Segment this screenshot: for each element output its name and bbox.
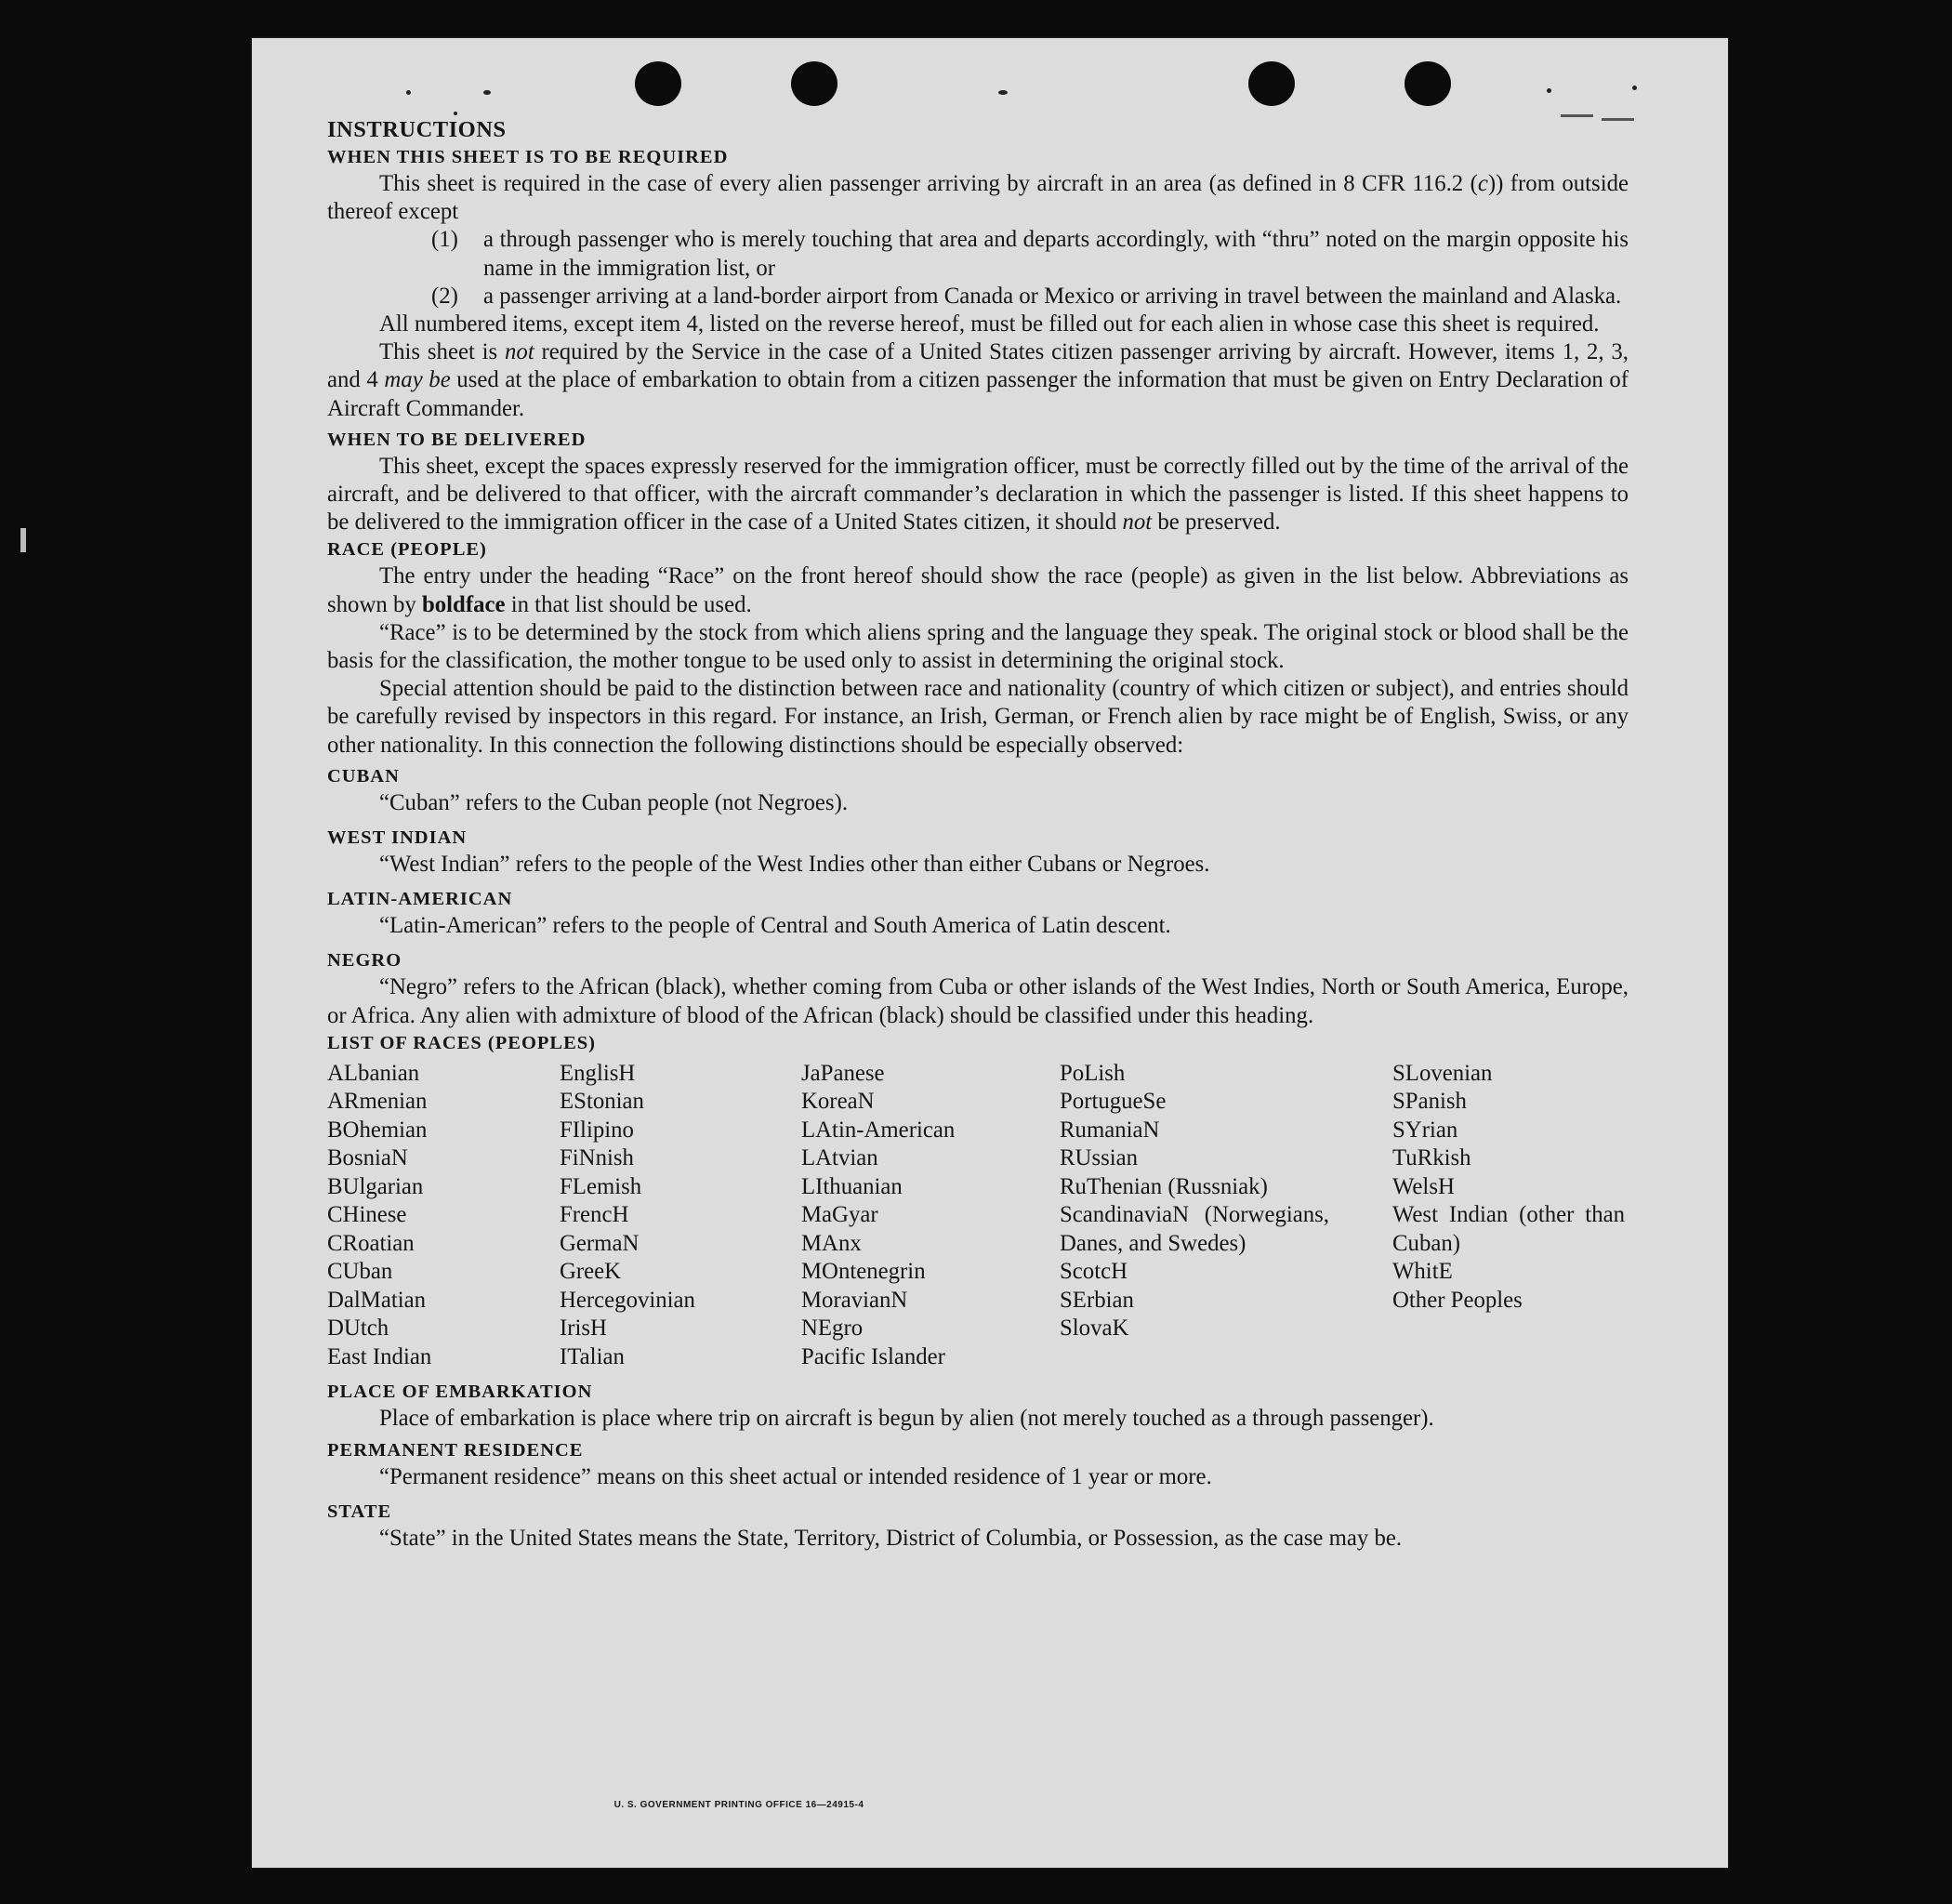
race-paragraph: Special attention should be paid to the distinction between race and nationality (country of which citizen or subject), and entries should be carefully revised by inspectors in this regard. For instance, an Irish, German, or French alien by race might be of English, Swiss, or any other nationality. In this connection the following distinctions should be especially observed: xyxy=(327,676,1629,758)
race-entry: FIlipino xyxy=(560,1117,634,1143)
race-entry: FrencH xyxy=(560,1202,629,1228)
races-column xyxy=(327,1060,560,1372)
race-entry: SlovaK xyxy=(1060,1316,1129,1342)
race-entry: RumaniaN xyxy=(1060,1117,1160,1143)
race-entry: BosniaN xyxy=(327,1145,408,1171)
race-entry: East Indian xyxy=(327,1343,432,1369)
race-entry: FLemish xyxy=(560,1173,642,1199)
scan-speck xyxy=(406,90,411,95)
race-entry: ITalian xyxy=(560,1343,625,1369)
race-entry: PoLish xyxy=(1060,1060,1126,1086)
races-list xyxy=(327,1060,1629,1372)
embarkation-text: Place of embarkation is place where trip on aircraft is begun by alien (not merely touched as a through passenger). xyxy=(379,1406,1434,1432)
race-entry: LIthuanian xyxy=(801,1173,903,1199)
heading-cuban: CUBAN xyxy=(327,765,400,787)
punch-hole xyxy=(635,61,681,106)
races-column xyxy=(560,1060,801,1372)
race-entry: CUban xyxy=(327,1259,393,1285)
page-title: INSTRUCTIONS xyxy=(327,117,507,142)
race-entry: RuThenian (Russniak) xyxy=(1060,1173,1268,1199)
scan-speck xyxy=(998,90,1008,95)
race-entry: CRoatian xyxy=(327,1230,415,1256)
race-entry: EnglisH xyxy=(560,1060,636,1086)
heading-when-delivered: WHEN TO BE DELIVERED xyxy=(327,429,587,450)
race-entry: WelsH xyxy=(1392,1173,1455,1199)
race-entry: BUlgarian xyxy=(327,1173,424,1199)
heading-when-required: WHEN THIS SHEET IS TO BE REQUIRED xyxy=(327,147,729,167)
race-entry: SPanish xyxy=(1392,1089,1467,1115)
race-entry: Other Peoples xyxy=(1392,1287,1523,1313)
exception-item: (1) a through passenger who is merely touching that area and departs accordingly, with “thru” noted on the margin opposite his name in the immigration list, or xyxy=(431,227,1629,281)
race-entry: PortugueSe xyxy=(1060,1089,1167,1115)
race-entry: MaGyar xyxy=(801,1202,878,1228)
delivered-text: This sheet, except the spaces expressly reserved for the immigration officer, must be correctly filled out by the time of the arrival of the aircraft, and be delivered to that officer, with the aircraft commander’s declaration in which the passenger is listed. If this sheet happens to be delivered to the immigration officer in the case of a United States citizen, it should not be preserved. xyxy=(327,453,1629,536)
scan-speck xyxy=(1632,86,1637,90)
residence-text: “Permanent residence” means on this sheet actual or intended residence of 1 year or more. xyxy=(379,1463,1212,1489)
races-column xyxy=(1060,1060,1392,1372)
scan-edge-mark xyxy=(20,528,26,552)
heading-west-indian: WEST INDIAN xyxy=(327,827,468,849)
latin-american-text: “Latin-American” refers to the people of Central and South America of Latin descent. xyxy=(379,913,1171,939)
scan-speck xyxy=(1547,88,1551,93)
punch-hole xyxy=(1405,61,1451,106)
negro-text: “Negro” refers to the African (black), whether coming from Cuba or other islands of the West Indies, North or South America, Europe, or Africa. Any alien with admixture of blood of the African (black) should be classified under this heading. xyxy=(327,974,1629,1028)
race-entry: SErbian xyxy=(1060,1287,1134,1313)
race-entry: ScotcH xyxy=(1060,1259,1128,1285)
required-intro: This sheet is required in the case of every alien passenger arriving by aircraft in an area (as defined in 8 CFR 116.2 (c)) from outside thereof except xyxy=(327,171,1629,225)
race-entry: MOntenegrin xyxy=(801,1259,926,1285)
race-entry: NEgro xyxy=(801,1316,864,1342)
heading-state: STATE xyxy=(327,1501,392,1522)
race-entry: LAtvian xyxy=(801,1145,878,1171)
race-entry: ScandinaviaN (Norwegians, Danes, and Swedes) xyxy=(1060,1202,1329,1256)
race-entry: CHinese xyxy=(327,1202,407,1228)
race-paragraph: The entry under the heading “Race” on the front hereof should show the race (people) as given in the list below. Abbreviations as shown by boldface in that list should be used. xyxy=(327,563,1629,617)
race-entry: RUssian xyxy=(1060,1145,1139,1171)
punch-hole xyxy=(791,61,838,106)
race-entry: MAnx xyxy=(801,1230,862,1256)
scan-speck xyxy=(483,90,491,95)
race-entry: BOhemian xyxy=(327,1117,428,1143)
west-indian-text: “West Indian” refers to the people of the West Indies other than either Cubans or Negroes. xyxy=(379,852,1210,878)
document-page xyxy=(252,38,1728,1868)
races-column xyxy=(1392,1060,1629,1372)
race-entry: MoravianN xyxy=(801,1287,908,1313)
race-entry: LAtin-American xyxy=(801,1117,956,1143)
race-entry: JaPanese xyxy=(801,1060,885,1086)
race-entry: KoreaN xyxy=(801,1089,875,1115)
exception-item: (2) a passenger arriving at a land-border airport from Canada or Mexico or arriving in travel between the mainland and Alaska. xyxy=(431,283,1622,309)
race-entry: ALbanian xyxy=(327,1060,420,1086)
race-entry: GreeK xyxy=(560,1259,622,1285)
race-entry: West Indian (other than Cuban) xyxy=(1392,1202,1625,1256)
heading-list-of-races: LIST OF RACES (PEOPLES) xyxy=(327,1032,596,1053)
citizen-text: This sheet is not required by the Service in the case of a United States citizen passenger arriving by aircraft. However, items 1, 2, 3, and 4 may be used at the place of embarkation to obtain from a citizen passenger the information that must be given on Entry Declaration of Aircraft Commander. xyxy=(327,339,1629,421)
heading-race: RACE (PEOPLE) xyxy=(327,539,487,561)
state-text: “State” in the United States means the State, Territory, District of Columbia, or Possession, as the case may be. xyxy=(379,1525,1403,1551)
race-entry: WhitE xyxy=(1392,1259,1453,1285)
heading-negro: NEGRO xyxy=(327,950,402,972)
races-column xyxy=(801,1060,1060,1372)
numbered-items-text: All numbered items, except item 4, listed on the reverse hereof, must be filled out for each alien in whose case this sheet is required. xyxy=(379,311,1600,337)
heading-latin-american: LATIN-AMERICAN xyxy=(327,889,513,910)
race-entry: EStonian xyxy=(560,1089,644,1115)
race-entry: DalMatian xyxy=(327,1287,427,1313)
scan-speck xyxy=(454,112,457,115)
punch-hole xyxy=(1248,61,1295,106)
race-entry: Hercegovinian xyxy=(560,1287,695,1313)
race-entry: ARmenian xyxy=(327,1089,428,1115)
printer-footer: U. S. GOVERNMENT PRINTING OFFICE 16—24915-4 xyxy=(613,1800,864,1810)
cuban-text: “Cuban” refers to the Cuban people (not Negroes). xyxy=(379,789,849,815)
race-entry: SYrian xyxy=(1392,1117,1458,1143)
heading-permanent-residence: PERMANENT RESIDENCE xyxy=(327,1439,584,1461)
race-entry: DUtch xyxy=(327,1316,389,1342)
instructions-body xyxy=(327,116,1629,1553)
race-entry: IrisH xyxy=(560,1316,607,1342)
heading-embarkation: PLACE OF EMBARKATION xyxy=(327,1382,593,1403)
race-entry: FiNnish xyxy=(560,1145,634,1171)
race-entry: GermaN xyxy=(560,1230,640,1256)
race-paragraph: “Race” is to be determined by the stock from which aliens spring and the language they speak. The original stock or blood shall be the basis for the classification, the mother tongue to be used only to assist in determining the original stock. xyxy=(327,619,1629,674)
race-entry: SLovenian xyxy=(1392,1060,1493,1086)
race-entry: Pacific Islander xyxy=(801,1343,945,1369)
race-entry: TuRkish xyxy=(1392,1145,1471,1171)
